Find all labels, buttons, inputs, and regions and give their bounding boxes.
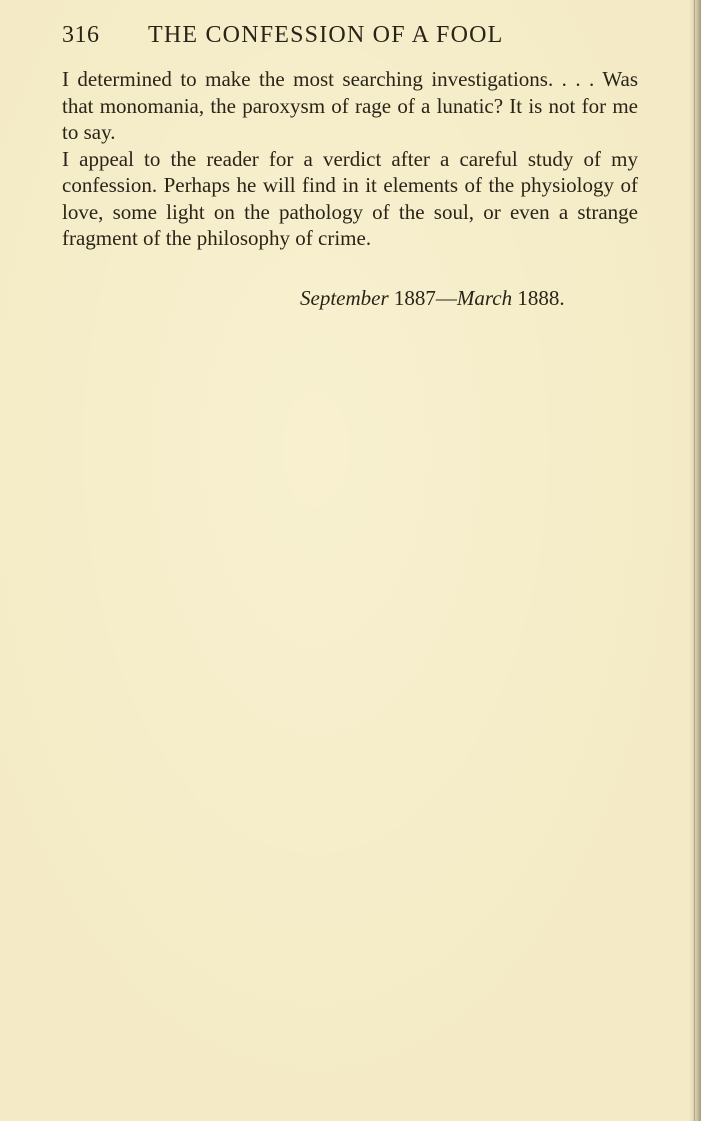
page-edge-line xyxy=(694,0,695,1121)
paragraph: I appeal to the reader for a verdict after a careful study of my confession. Perhaps he will find in it elements of the physiology of love, some light on the pathology of the soul, or even a strange fragment of the philosophy of crime. xyxy=(62,146,638,250)
dateline-dash: — xyxy=(435,286,457,310)
page-number: 316 xyxy=(62,22,100,48)
running-title: THE CONFESSION OF A FOOL xyxy=(148,22,504,48)
dateline-month-end: March xyxy=(456,286,513,310)
dateline-year-end: 1888. xyxy=(517,286,565,310)
dateline-year-start: 1887 xyxy=(393,286,436,310)
paragraph: I determined to make the most searching investigations. . . . Was that monomania, the paroxysm of rage of a lunatic? It is not for me to say. xyxy=(62,67,638,144)
page-header xyxy=(62,22,642,56)
dateline xyxy=(300,286,565,311)
page-edge-shadow xyxy=(689,0,701,1121)
dateline-month-start: September xyxy=(300,286,389,310)
body-text xyxy=(62,66,638,252)
